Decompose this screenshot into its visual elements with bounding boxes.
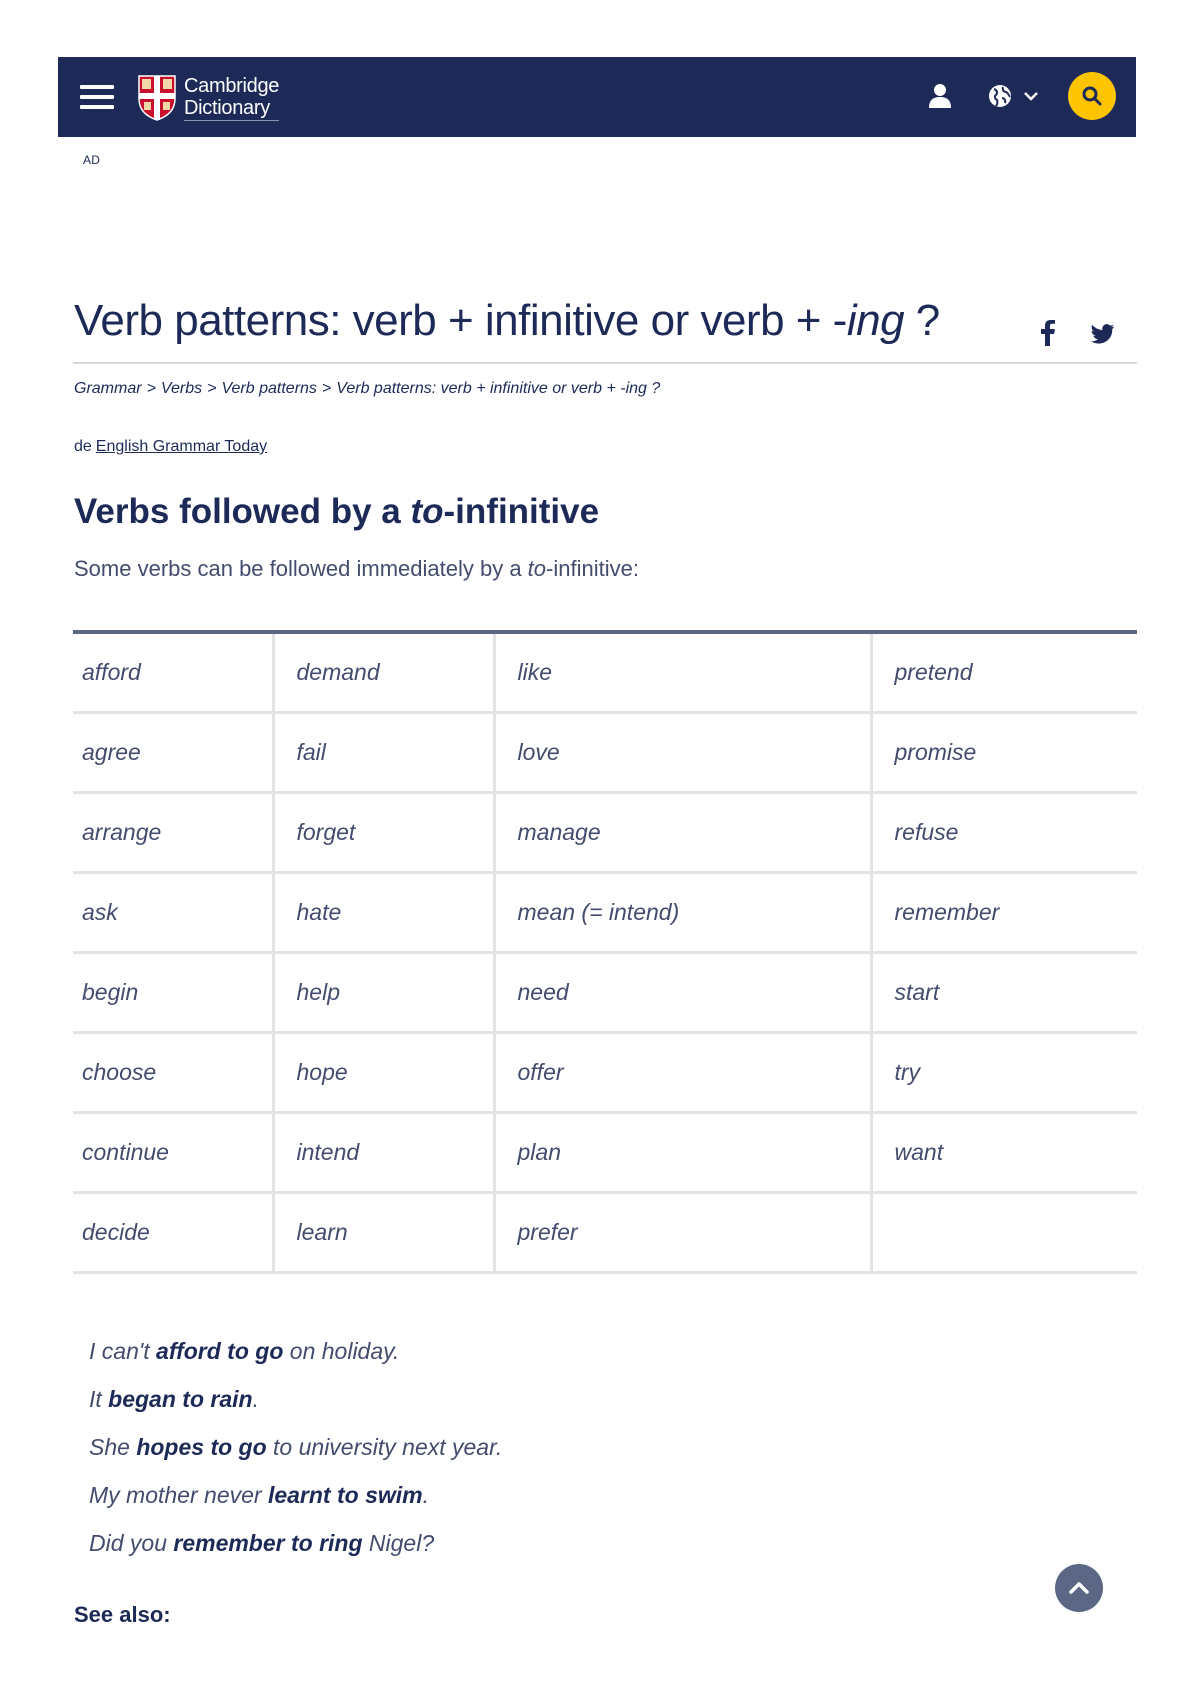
verb-cell: hope bbox=[273, 1032, 494, 1112]
example-pre: Did you bbox=[89, 1530, 174, 1556]
examples-list bbox=[89, 1336, 502, 1576]
section-intro bbox=[74, 556, 639, 582]
verb-cell: refuse bbox=[871, 792, 1137, 872]
example-post: . bbox=[252, 1386, 259, 1412]
breadcrumb-verbs[interactable]: Verbs bbox=[160, 380, 203, 397]
search-icon bbox=[1082, 86, 1102, 106]
verb-cell: arrange bbox=[73, 792, 273, 872]
verb-cell: demand bbox=[273, 632, 494, 712]
breadcrumb-separator: > bbox=[146, 380, 156, 397]
title-divider bbox=[73, 362, 1137, 364]
verb-cell: prefer bbox=[494, 1192, 871, 1272]
example-sentence bbox=[89, 1432, 502, 1480]
heading-italic: to bbox=[410, 492, 444, 531]
title-italic: ing bbox=[846, 296, 905, 345]
verbs-table bbox=[73, 630, 1137, 1274]
example-pre: She bbox=[89, 1434, 137, 1460]
verb-cell: mean (= intend) bbox=[494, 872, 871, 952]
globe-icon[interactable] bbox=[988, 84, 1012, 108]
breadcrumb-grammar[interactable]: Grammar bbox=[74, 380, 142, 397]
table-row bbox=[73, 1112, 1137, 1192]
example-pre: My mother never bbox=[89, 1482, 268, 1508]
verb-cell: choose bbox=[73, 1032, 273, 1112]
cambridge-dictionary-logo[interactable] bbox=[138, 73, 279, 123]
site-header bbox=[58, 57, 1136, 137]
intro-italic: to bbox=[527, 556, 547, 581]
table-row bbox=[73, 1032, 1137, 1112]
table-row bbox=[73, 952, 1137, 1032]
verb-cell: offer bbox=[494, 1032, 871, 1112]
logo-line-1: Cambridge bbox=[184, 75, 280, 97]
example-bold: afford to go bbox=[156, 1338, 284, 1364]
title-suffix: ? bbox=[904, 296, 940, 345]
verb-cell: plan bbox=[494, 1112, 871, 1192]
example-bold: learnt to swim bbox=[267, 1482, 423, 1508]
example-sentence bbox=[89, 1384, 502, 1432]
verb-cell: start bbox=[871, 952, 1137, 1032]
verb-cell: love bbox=[494, 712, 871, 792]
breadcrumb-current[interactable]: Verb patterns: verb + infinitive or verb + -ing ? bbox=[336, 380, 661, 397]
example-sentence bbox=[89, 1528, 502, 1576]
intro-pre: Some verbs can be followed immediately by a bbox=[74, 556, 528, 581]
verb-cell: pretend bbox=[871, 632, 1137, 712]
verb-cell: remember bbox=[871, 872, 1137, 952]
verb-cell: fail bbox=[273, 712, 494, 792]
verb-cell: hate bbox=[273, 872, 494, 952]
page-title bbox=[74, 296, 940, 346]
section-heading bbox=[74, 492, 599, 532]
table-row bbox=[73, 872, 1137, 952]
chevron-down-icon[interactable] bbox=[1024, 90, 1038, 102]
facebook-icon[interactable] bbox=[1038, 320, 1056, 346]
verb-cell: need bbox=[494, 952, 871, 1032]
chevron-up-icon bbox=[1069, 1581, 1089, 1595]
breadcrumb-separator: > bbox=[207, 380, 217, 397]
example-post: . bbox=[422, 1482, 429, 1508]
search-button[interactable] bbox=[1068, 72, 1116, 120]
verb-cell: agree bbox=[73, 712, 273, 792]
example-bold: began to rain bbox=[108, 1386, 253, 1412]
cambridge-shield-icon bbox=[138, 75, 176, 121]
table-row bbox=[73, 792, 1137, 872]
twitter-icon[interactable] bbox=[1090, 324, 1114, 344]
title-prefix: Verb patterns: verb + infinitive or verb + - bbox=[74, 296, 847, 345]
example-post: Nigel? bbox=[362, 1530, 435, 1556]
verb-cell: intend bbox=[273, 1112, 494, 1192]
verb-cell: want bbox=[871, 1112, 1137, 1192]
verb-cell bbox=[871, 1192, 1137, 1272]
verb-cell: decide bbox=[73, 1192, 273, 1272]
example-post: to university next year. bbox=[266, 1434, 503, 1460]
source-line bbox=[74, 438, 267, 456]
example-bold: remember to ring bbox=[173, 1530, 363, 1556]
verb-cell: learn bbox=[273, 1192, 494, 1272]
verb-cell: continue bbox=[73, 1112, 273, 1192]
example-pre: I can't bbox=[89, 1338, 157, 1364]
table-row bbox=[73, 1192, 1137, 1272]
hamburger-menu-icon[interactable] bbox=[80, 83, 114, 111]
table-row bbox=[73, 712, 1137, 792]
verb-cell: ask bbox=[73, 872, 273, 952]
verb-cell: begin bbox=[73, 952, 273, 1032]
verb-cell: afford bbox=[73, 632, 273, 712]
breadcrumb-verb-patterns[interactable]: Verb patterns bbox=[221, 380, 317, 397]
intro-post: -infinitive: bbox=[546, 556, 639, 581]
heading-pre: Verbs followed by a bbox=[74, 492, 411, 531]
source-link[interactable]: English Grammar Today bbox=[95, 438, 268, 455]
example-post: on holiday. bbox=[283, 1338, 400, 1364]
logo-wordmark bbox=[184, 75, 279, 121]
verb-cell: forget bbox=[273, 792, 494, 872]
verb-cell: promise bbox=[871, 712, 1137, 792]
source-prefix: de bbox=[74, 438, 92, 455]
verb-cell: try bbox=[871, 1032, 1137, 1112]
user-icon[interactable] bbox=[928, 83, 952, 109]
breadcrumb-separator: > bbox=[321, 380, 332, 397]
ad-label: AD bbox=[83, 153, 101, 167]
example-sentence bbox=[89, 1480, 502, 1528]
verb-cell: like bbox=[494, 632, 871, 712]
see-also-heading: See also: bbox=[74, 1602, 171, 1627]
logo-line-2: Dictionary bbox=[184, 97, 279, 121]
example-sentence bbox=[89, 1336, 502, 1384]
back-to-top-button[interactable] bbox=[1055, 1564, 1103, 1612]
example-pre: It bbox=[89, 1386, 109, 1412]
breadcrumb bbox=[74, 380, 660, 398]
verbs-table-body bbox=[73, 632, 1137, 1272]
verb-cell: manage bbox=[494, 792, 871, 872]
verb-cell: help bbox=[273, 952, 494, 1032]
example-bold: hopes to go bbox=[136, 1434, 267, 1460]
table-row bbox=[73, 632, 1137, 712]
heading-post: -infinitive bbox=[443, 492, 600, 531]
